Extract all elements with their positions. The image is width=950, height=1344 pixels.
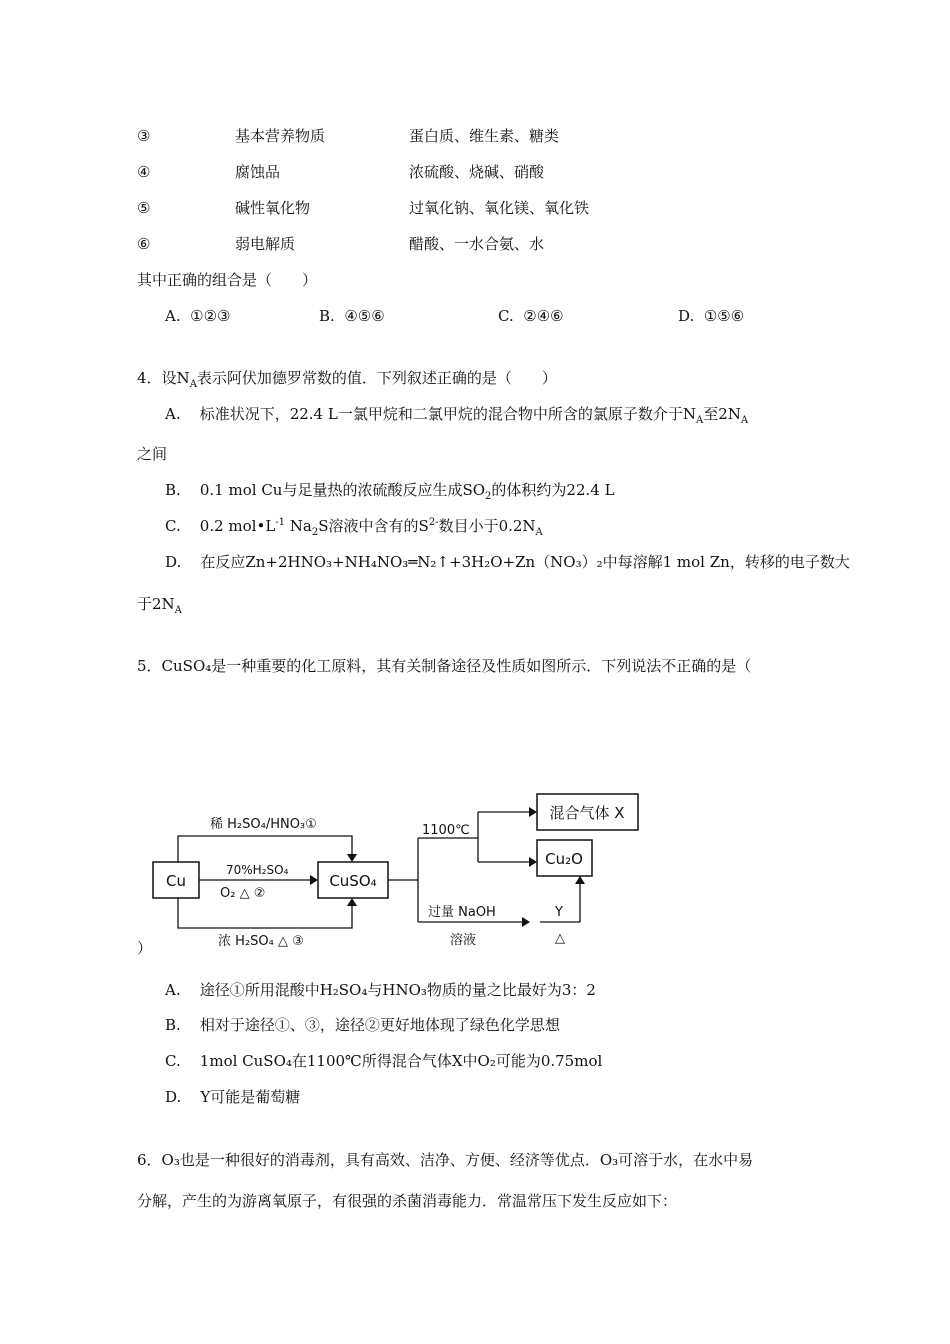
question-4-option-d: D. 在反应Zn+2HNO₃+NH₄NO₃═N₂↑+3H₂O+Zn（NO₃）₂中每溶解1 mol Zn，转移的电子数大: [165, 553, 850, 571]
question-6-line-2: 分解，产生的为游离氧原子，有很强的杀菌消毒能力．常温常压下发生反应如下：: [137, 1192, 678, 1210]
temperature-label: 1100℃: [422, 823, 470, 838]
row-category: 弱电解质: [235, 235, 296, 253]
naoh-top-label: 过量 NaOH: [428, 905, 496, 920]
row-number: ③: [137, 127, 151, 145]
question-4-option-c: C. 0.2 $mol•L^{-1}$ $Na_2S$溶液中含有的$S^{2-}$数目小于$0.2N_A$: [165, 517, 543, 538]
option-c: C. ②④⑥: [498, 307, 564, 325]
row-number: ⑤: [137, 199, 151, 217]
question-3-stem: 其中正确的组合是（ ）: [137, 271, 318, 289]
cuso4-flow-diagram: [150, 790, 650, 950]
row-examples: 蛋白质、维生素、糖类: [409, 127, 560, 145]
question-4-option-a: A. 标准状况下，22.4 L一氯甲烷和二氯甲烷的混合物中所含的氯原子数介于$N_A$至$2N_A$: [165, 405, 749, 426]
row-examples: 醋酸、一水合氨、水: [409, 235, 545, 253]
row-category: 碱性氧化物: [235, 199, 311, 217]
cuso4-label: CuSO₄: [329, 872, 377, 890]
question-5-option-a: A. 途径①所用混酸中H₂SO₄与HNO₃物质的量之比最好为3：2: [165, 981, 596, 999]
option-b: B. ④⑤⑥: [319, 307, 385, 325]
option-d: D. ①⑤⑥: [678, 307, 745, 325]
row-number: ④: [137, 163, 151, 181]
question-5-option-b: B. 相对于途径①、③，途径②更好地体现了绿色化学思想: [165, 1016, 560, 1034]
question-5-option-c: C. 1mol CuSO₄在1100℃所得混合气体X中O₂可能为0.75mol: [165, 1052, 603, 1070]
route-3-label: 浓 H₂SO₄ △ ③: [218, 934, 304, 949]
row-examples: 过氧化钠、氧化镁、氧化铁: [409, 199, 590, 217]
row-examples: 浓硫酸、烧碱、硝酸: [409, 163, 545, 181]
question-5-stem: 5．CuSO₄是一种重要的化工原料，其有关制备途径及性质如图所示．下列说法不正确的是（: [137, 657, 752, 675]
row-category: 基本营养物质: [235, 127, 326, 145]
cu-label: Cu: [166, 872, 186, 890]
question-4-option-b: B. 0.1 mol Cu与足量热的浓硫酸反应生成$SO_2$的体积约为22.4 L: [165, 481, 615, 502]
mixed-gas-label: 混合气体 X: [549, 804, 625, 822]
option-a: A. ①②③: [165, 307, 231, 325]
question-4-option-a-continued: 之间: [137, 445, 168, 463]
y-bottom-label: △: [555, 931, 565, 946]
naoh-bottom-label: 溶液: [450, 933, 477, 948]
row-number: ⑥: [137, 235, 151, 253]
question-5-option-d: D. Y可能是葡萄糖: [165, 1088, 301, 1106]
cu2o-label: Cu₂O: [545, 850, 583, 868]
route-2-bottom-label: O₂ △ ②: [220, 886, 266, 901]
question-5-stem-end: ）: [137, 939, 153, 957]
question-4-stem: 4．设$N_A$表示阿伏加德罗常数的值．下列叙述正确的是（ ）: [137, 369, 557, 390]
y-top-label: Y: [555, 905, 563, 920]
row-category: 腐蚀品: [235, 163, 281, 181]
question-6-line-1: 6．O₃也是一种很好的消毒剂，具有高效、洁净、方便、经济等优点．O₃可溶于水，在水中易: [137, 1151, 754, 1169]
route-1-label: 稀 H₂SO₄/HNO₃①: [210, 817, 317, 832]
question-4-option-d-continued: 于$2N_A$: [137, 595, 182, 616]
route-2-top-label: 70%H₂SO₄: [226, 863, 289, 877]
